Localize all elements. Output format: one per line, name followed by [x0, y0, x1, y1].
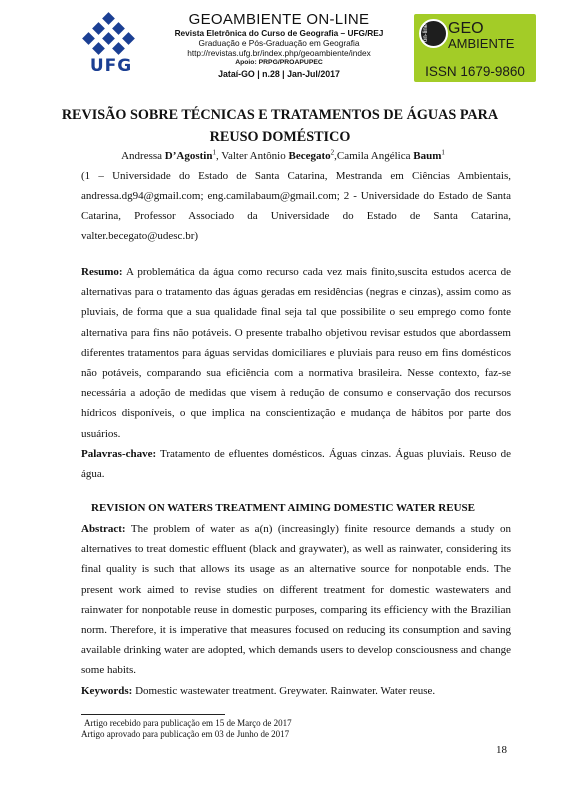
abstract-label: Abstract: [81, 523, 126, 535]
author-list [60, 148, 506, 164]
journal-issue: Jataí-GO | n.28 | Jan-Jul/2017 [218, 69, 340, 79]
author-affiliation-mark: 2 [330, 148, 335, 157]
article-title: REVISÃO SOBRE TÉCNICAS E TRATAMENTOS DE ÁGUAS PARA REUSO DOMÉSTICO [61, 107, 499, 145]
journal-url: http://revistas.ufg.br/index.php/geoambiente/index [187, 48, 371, 58]
journal-title: GEOAMBIENTE ON-LINE [188, 11, 370, 28]
ufg-diamond-icon [78, 12, 142, 58]
keywords-paragraph [81, 681, 511, 701]
resumo-paragraph [81, 262, 511, 444]
journal-header [78, 12, 540, 84]
journal-info [148, 12, 410, 80]
author-first-name: Valter Antônio [221, 150, 289, 162]
author-last-name: Baum [413, 150, 442, 162]
palavras-chave-text: Tratamento de efluentes domésticos. Águas cinzas. Águas pluviais. Reuso de água. [81, 448, 511, 481]
author-last-name: D’Agostin [164, 150, 213, 162]
footnote-received: Artigo recebido para publicação em 15 de Março de 2017 [84, 718, 292, 728]
author-first-name: Camila Angélica [336, 150, 414, 162]
journal-support: Apoio: PRPG/PROAPUPEC [235, 59, 323, 66]
badge-online-label: on-line [423, 23, 429, 42]
badge-geo-label: GEO [448, 20, 484, 37]
geoambiente-badge [414, 14, 536, 82]
author-last-name: Becegato [288, 150, 331, 162]
journal-program: Graduação e Pós-Graduação em Geografia [198, 38, 360, 48]
author-separator: , [215, 150, 222, 162]
author-first-name: Andressa [121, 150, 165, 162]
ufg-logo-text: UFG [89, 56, 133, 76]
resumo-label: Resumo: [81, 266, 123, 278]
journal-subtitle: Revista Eletrônica do Curso de Geografia – UFG/REJ [174, 28, 384, 38]
keywords-label: Keywords: [81, 685, 133, 697]
badge-ambiente-label: AMBIENTE [448, 36, 515, 51]
footnote-approved: Artigo aprovado para publicação em 03 de Junho de 2017 [81, 729, 290, 739]
ufg-logo [78, 12, 142, 82]
abstract-text: The problem of water as a(n) (increasingly) finite resource demands a study on alternatives to treat domestic effluent (black and graywater), as well as rainwater, considering its final quality is such that allows its usage as an alternative source for nonpotable ends. The present work aimed to revise studies on different treatment for domestic wastewaters and rainwater for nonpotable reuse in domestic purposes, comparing its efficiency with the Brazilian norm. Therefore, it is imperative that measures focused on reducing its consumption and saving available drinking water are adopted, which demands users to develop consciousness and change some habits. [81, 523, 511, 677]
keywords-text: Domestic wastewater treatment. Greywater. Rainwater. Water reuse. [132, 685, 436, 697]
english-title: REVISION ON WATERS TREATMENT AIMING DOMESTIC WATER REUSE [91, 502, 475, 514]
palavras-chave-paragraph [81, 444, 511, 484]
issn-label: ISSN 1679-9860 [425, 64, 525, 79]
palavras-chave-label: Palavras-chave: [81, 448, 157, 460]
author-affiliation-mark: 1 [212, 148, 216, 157]
footnote-divider [81, 714, 225, 715]
resumo-text: A problemática da água como recurso cada vez mais finito,suscita estudos acerca de alternativas para o tratamento das águas geradas em residências (negras e cinzas), assim como as pluviais, de forma que a sua qualidade final seja tal que possibilite o seu emprego como fonte alternativa para fins não potáveis. O presente trabalho objetivou revisar estudos que abordassem diferentes tratamentos para águas servidas domiciliares e pluviais para reuso em fins domésticos não potáveis, comparando sua eficiência com a normativa brasileira. Nesse contexto, faz-se necessária a adoção de medidas que visem à redução de consumo e conservação dos recursos hídricos disponíveis, o que implica na conscientização e mudança de hábitos por parte dos usuários. [81, 266, 511, 440]
author-affiliation-mark: 1 [441, 148, 445, 157]
abstract-paragraph [81, 519, 511, 681]
author-separator: , [334, 150, 337, 162]
page-number: 18 [496, 744, 507, 756]
author-affiliations: (1 – Universidade do Estado de Santa Catarina, Mestranda em Ciências Ambientais, andressa.dg94@gmail.com; eng.camilabaum@gmail.com; 2 - Universidade do Estado de Santa Catarina, Professor Associado da Universidade do Estado de Santa Catarina, valter.becegato@udesc.br) [81, 170, 511, 242]
